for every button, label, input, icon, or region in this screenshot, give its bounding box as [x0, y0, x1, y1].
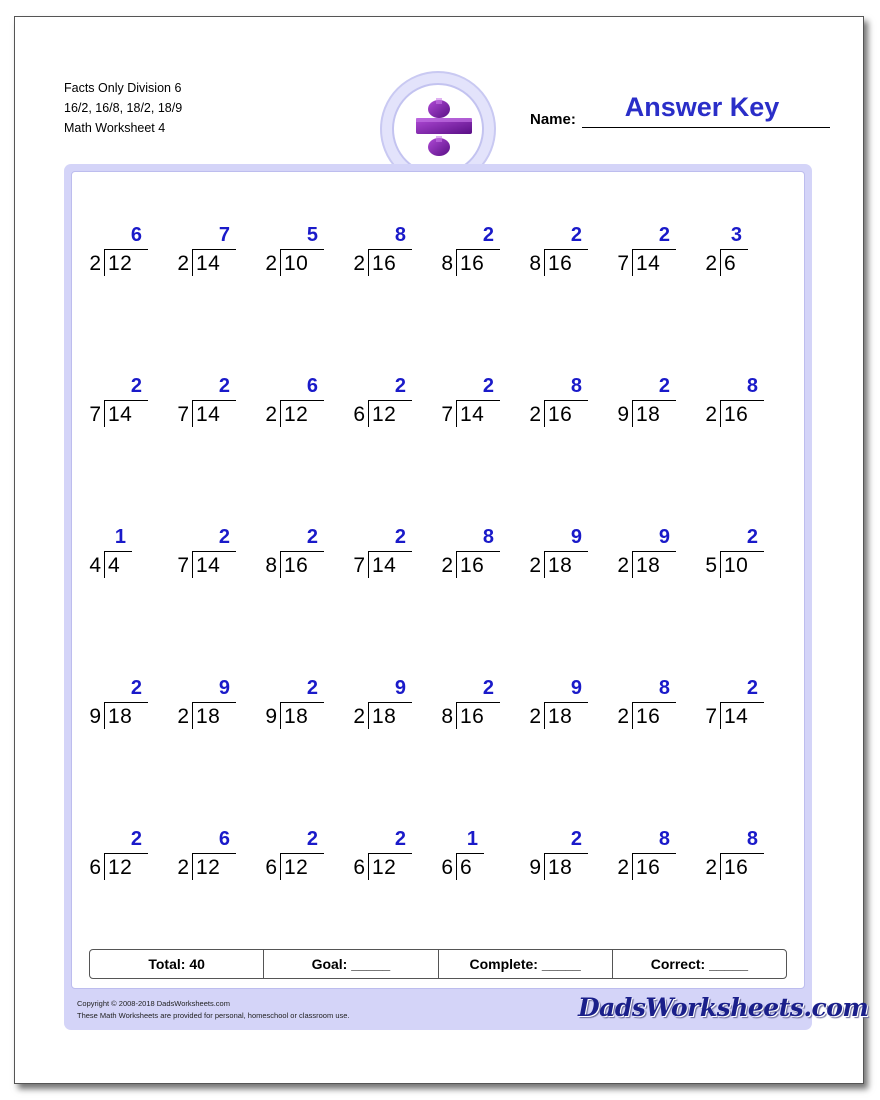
dividend: 14: [196, 403, 221, 426]
division-bar: [368, 702, 412, 703]
divisor: 2: [617, 856, 629, 879]
dividend: 12: [108, 856, 133, 879]
division-problem: [617, 375, 705, 435]
division-bar: [368, 400, 412, 401]
divisor: 8: [441, 705, 453, 728]
worksheet-number: Math Worksheet 4: [64, 121, 166, 135]
division-bracket: [192, 249, 193, 276]
dividend: 6: [724, 252, 737, 275]
divisor: 4: [89, 554, 101, 577]
division-bracket: [192, 400, 193, 427]
dividend: 16: [372, 252, 397, 275]
quotient-answer: 2: [394, 526, 406, 548]
division-problem: [617, 677, 705, 737]
divisor: 6: [265, 856, 277, 879]
quotient-answer: 2: [306, 677, 318, 699]
division-problem: [353, 375, 441, 435]
divisor: 8: [265, 554, 277, 577]
quotient-answer: 6: [306, 375, 318, 397]
division-bar: [456, 702, 500, 703]
quotient-answer: 8: [394, 224, 406, 246]
divisor: 2: [617, 705, 629, 728]
total-cell: Total: 40: [90, 950, 264, 978]
quotient-answer: 3: [730, 224, 742, 246]
quotient-answer: 2: [394, 828, 406, 850]
division-bar: [456, 249, 500, 250]
division-bar: [544, 702, 588, 703]
division-bar: [720, 249, 748, 250]
division-problem: [529, 677, 617, 737]
division-bracket: [720, 249, 721, 276]
dividend: 16: [724, 856, 749, 879]
quotient-answer: 2: [658, 375, 670, 397]
divisor: 2: [177, 252, 189, 275]
quotient-answer: 8: [482, 526, 494, 548]
dividend: 6: [460, 856, 473, 879]
division-problem: [705, 828, 793, 888]
quotient-answer: 2: [570, 828, 582, 850]
quotient-answer: 2: [394, 375, 406, 397]
division-bar: [720, 853, 764, 854]
division-bracket: [632, 853, 633, 880]
division-bar: [280, 853, 324, 854]
name-label: Name:: [530, 111, 576, 128]
division-bar: [192, 400, 236, 401]
division-problem: [529, 526, 617, 586]
quotient-answer: 2: [746, 677, 758, 699]
division-bar: [456, 400, 500, 401]
divisor: 9: [529, 856, 541, 879]
divisor: 2: [529, 705, 541, 728]
division-bracket: [368, 400, 369, 427]
divisor: 2: [265, 252, 277, 275]
division-bar: [192, 853, 236, 854]
problem-grid: [72, 172, 804, 988]
division-bar: [720, 400, 764, 401]
quotient-answer: 9: [570, 526, 582, 548]
usage-notice: These Math Worksheets are provided for personal, homeschool or classroom use.: [77, 1011, 350, 1020]
division-bracket: [720, 702, 721, 729]
division-bar: [192, 551, 236, 552]
division-bracket: [632, 249, 633, 276]
dividend: 12: [372, 856, 397, 879]
dividend: 4: [108, 554, 121, 577]
dividend: 16: [284, 554, 309, 577]
quotient-answer: 2: [306, 828, 318, 850]
divisor: 7: [177, 554, 189, 577]
divisor: 2: [705, 856, 717, 879]
division-problem: [441, 828, 529, 888]
division-problem: [89, 224, 177, 284]
division-bracket: [544, 249, 545, 276]
division-bar: [280, 400, 324, 401]
quotient-answer: 2: [746, 526, 758, 548]
divisor: 2: [177, 856, 189, 879]
division-bar: [192, 702, 236, 703]
dividend: 12: [196, 856, 221, 879]
division-problem: [353, 828, 441, 888]
division-symbol-icon: [392, 83, 484, 175]
division-bar: [104, 853, 148, 854]
division-problem: [441, 375, 529, 435]
division-bracket: [192, 702, 193, 729]
division-bracket: [280, 400, 281, 427]
division-bracket: [720, 551, 721, 578]
quotient-answer: 9: [394, 677, 406, 699]
score-row: [89, 949, 787, 979]
division-bar: [368, 551, 412, 552]
division-problem: [617, 526, 705, 586]
division-bracket: [456, 551, 457, 578]
dividend: 16: [636, 856, 661, 879]
dividend: 12: [284, 856, 309, 879]
divisor: 8: [529, 252, 541, 275]
division-problem: [177, 526, 265, 586]
quotient-answer: 2: [482, 375, 494, 397]
division-bar: [632, 400, 676, 401]
division-bracket: [368, 551, 369, 578]
division-bar: [368, 249, 412, 250]
dividend: 16: [460, 554, 485, 577]
division-problem: [529, 224, 617, 284]
division-bar: [104, 551, 132, 552]
division-bracket: [280, 551, 281, 578]
division-problem: [89, 677, 177, 737]
divisor: 6: [441, 856, 453, 879]
divisor: 5: [705, 554, 717, 577]
division-bracket: [192, 853, 193, 880]
division-bracket: [456, 249, 457, 276]
worksheet-title: Facts Only Division 6: [64, 81, 182, 95]
division-bracket: [280, 702, 281, 729]
copyright-text: Copyright © 2008-2018 DadsWorksheets.com: [77, 999, 230, 1008]
divisor: 2: [177, 705, 189, 728]
division-bar: [456, 551, 500, 552]
divisor: 2: [617, 554, 629, 577]
quotient-answer: 2: [482, 677, 494, 699]
division-bracket: [104, 702, 105, 729]
dividend: 16: [548, 403, 573, 426]
dividend: 10: [284, 252, 309, 275]
quotient-answer: 6: [218, 828, 230, 850]
divisor: 7: [177, 403, 189, 426]
divisor: 2: [705, 252, 717, 275]
division-problem: [705, 526, 793, 586]
footer-text: [77, 998, 350, 1022]
division-bar: [104, 249, 148, 250]
division-bar: [280, 249, 324, 250]
division-problem: [705, 224, 793, 284]
division-bracket: [632, 400, 633, 427]
quotient-answer: 8: [658, 677, 670, 699]
dividend: 16: [460, 705, 485, 728]
division-bar: [192, 249, 236, 250]
dividend: 18: [548, 705, 573, 728]
dividend: 14: [196, 252, 221, 275]
divisor: 8: [441, 252, 453, 275]
division-problem: [353, 526, 441, 586]
division-bracket: [368, 702, 369, 729]
division-problem: [353, 677, 441, 737]
dividend: 16: [460, 252, 485, 275]
quotient-answer: 2: [306, 526, 318, 548]
divisor: 7: [441, 403, 453, 426]
divisor: 9: [265, 705, 277, 728]
dividend: 18: [548, 554, 573, 577]
division-bar: [544, 400, 588, 401]
division-bracket: [544, 400, 545, 427]
division-bar: [280, 702, 324, 703]
division-bar: [368, 853, 412, 854]
dividend: 16: [724, 403, 749, 426]
correct-cell: Correct: _____: [650, 956, 749, 972]
division-bar: [456, 853, 484, 854]
division-problem: [441, 526, 529, 586]
division-bar: [104, 702, 148, 703]
division-bracket: [544, 702, 545, 729]
divisor: 9: [617, 403, 629, 426]
quotient-answer: 9: [218, 677, 230, 699]
division-bar: [104, 400, 148, 401]
quotient-answer: 2: [218, 375, 230, 397]
divisor: 2: [529, 403, 541, 426]
divisor: 7: [705, 705, 717, 728]
dividend: 18: [372, 705, 397, 728]
divisor: 6: [353, 403, 365, 426]
divisor: 2: [265, 403, 277, 426]
divisor: 7: [353, 554, 365, 577]
division-bracket: [368, 853, 369, 880]
division-bracket: [280, 853, 281, 880]
quotient-answer: 2: [130, 375, 142, 397]
brand-logo: DadsWorksheets.com: [578, 993, 869, 1022]
divisor: 7: [617, 252, 629, 275]
division-bracket: [544, 853, 545, 880]
division-problem: [265, 224, 353, 284]
worksheet-subtitle: 16/2, 16/8, 18/2, 18/9: [64, 101, 183, 115]
division-bar: [720, 551, 764, 552]
division-problem: [529, 375, 617, 435]
divisor: 6: [353, 856, 365, 879]
dividend: 16: [636, 705, 661, 728]
quotient-answer: 2: [482, 224, 494, 246]
complete-cell: Complete: _____: [439, 950, 613, 978]
dividend: 18: [636, 403, 661, 426]
quotient-answer: 5: [306, 224, 318, 246]
problem-area: [71, 171, 805, 989]
dividend: 14: [724, 705, 749, 728]
dividend: 14: [372, 554, 397, 577]
divisor: 2: [529, 554, 541, 577]
division-bar: [720, 702, 764, 703]
dividend: 14: [460, 403, 485, 426]
name-line: [582, 127, 830, 128]
dividend: 18: [548, 856, 573, 879]
division-bar: [632, 249, 676, 250]
quotient-answer: 8: [658, 828, 670, 850]
quotient-answer: 2: [570, 224, 582, 246]
division-problem: [265, 526, 353, 586]
division-bracket: [720, 400, 721, 427]
division-problem: [177, 224, 265, 284]
division-bracket: [456, 853, 457, 880]
division-problem: [441, 224, 529, 284]
division-bracket: [104, 249, 105, 276]
quotient-answer: 2: [658, 224, 670, 246]
division-problem: [265, 375, 353, 435]
division-problem: [89, 375, 177, 435]
divisor: 2: [353, 705, 365, 728]
division-problem: [89, 526, 177, 586]
dividend: 14: [636, 252, 661, 275]
dividend: 18: [284, 705, 309, 728]
quotient-answer: 8: [570, 375, 582, 397]
division-problem: [177, 828, 265, 888]
dividend: 18: [196, 705, 221, 728]
problem-frame: [64, 164, 812, 1030]
quotient-answer: 1: [466, 828, 478, 850]
division-problem: [177, 677, 265, 737]
division-problem: [617, 224, 705, 284]
division-problem: [617, 828, 705, 888]
division-problem: [705, 375, 793, 435]
division-problem: [265, 828, 353, 888]
dividend: 14: [196, 554, 221, 577]
divisor: 2: [441, 554, 453, 577]
division-bracket: [104, 551, 105, 578]
division-bracket: [632, 551, 633, 578]
division-problem: [89, 828, 177, 888]
dividend: 12: [284, 403, 309, 426]
divisor: 2: [705, 403, 717, 426]
divisor: 9: [89, 705, 101, 728]
goal-cell: Goal: _____: [264, 950, 438, 978]
division-bar: [544, 853, 588, 854]
division-bar: [544, 551, 588, 552]
division-bracket: [192, 551, 193, 578]
dividend: 14: [108, 403, 133, 426]
dividend: 18: [636, 554, 661, 577]
quotient-answer: 9: [570, 677, 582, 699]
quotient-answer: 1: [114, 526, 126, 548]
worksheet-header: [64, 78, 182, 138]
division-bracket: [368, 249, 369, 276]
division-bracket: [544, 551, 545, 578]
division-bracket: [632, 702, 633, 729]
division-problem: [177, 375, 265, 435]
quotient-answer: 6: [130, 224, 142, 246]
division-bar: [544, 249, 588, 250]
quotient-answer: 9: [658, 526, 670, 548]
division-problem: [353, 224, 441, 284]
division-bracket: [280, 249, 281, 276]
dividend: 10: [724, 554, 749, 577]
division-bracket: [456, 702, 457, 729]
division-bracket: [104, 853, 105, 880]
quotient-answer: 8: [746, 375, 758, 397]
division-bar: [280, 551, 324, 552]
division-problem: [265, 677, 353, 737]
division-problem: [705, 677, 793, 737]
divisor: 2: [353, 252, 365, 275]
divisor: 2: [89, 252, 101, 275]
quotient-answer: 7: [218, 224, 230, 246]
division-bracket: [456, 400, 457, 427]
quotient-answer: 2: [130, 677, 142, 699]
division-bracket: [720, 853, 721, 880]
division-problem: [529, 828, 617, 888]
division-bar: [632, 702, 676, 703]
dividend: 16: [548, 252, 573, 275]
division-problem: [441, 677, 529, 737]
dividend: 12: [108, 252, 133, 275]
quotient-answer: 2: [130, 828, 142, 850]
division-bar: [632, 551, 676, 552]
division-bracket: [104, 400, 105, 427]
quotient-answer: 8: [746, 828, 758, 850]
division-bar: [632, 853, 676, 854]
answer-key-title: Answer Key: [624, 92, 780, 122]
divisor: 6: [89, 856, 101, 879]
divisor: 7: [89, 403, 101, 426]
dividend: 12: [372, 403, 397, 426]
dividend: 18: [108, 705, 133, 728]
quotient-answer: 2: [218, 526, 230, 548]
